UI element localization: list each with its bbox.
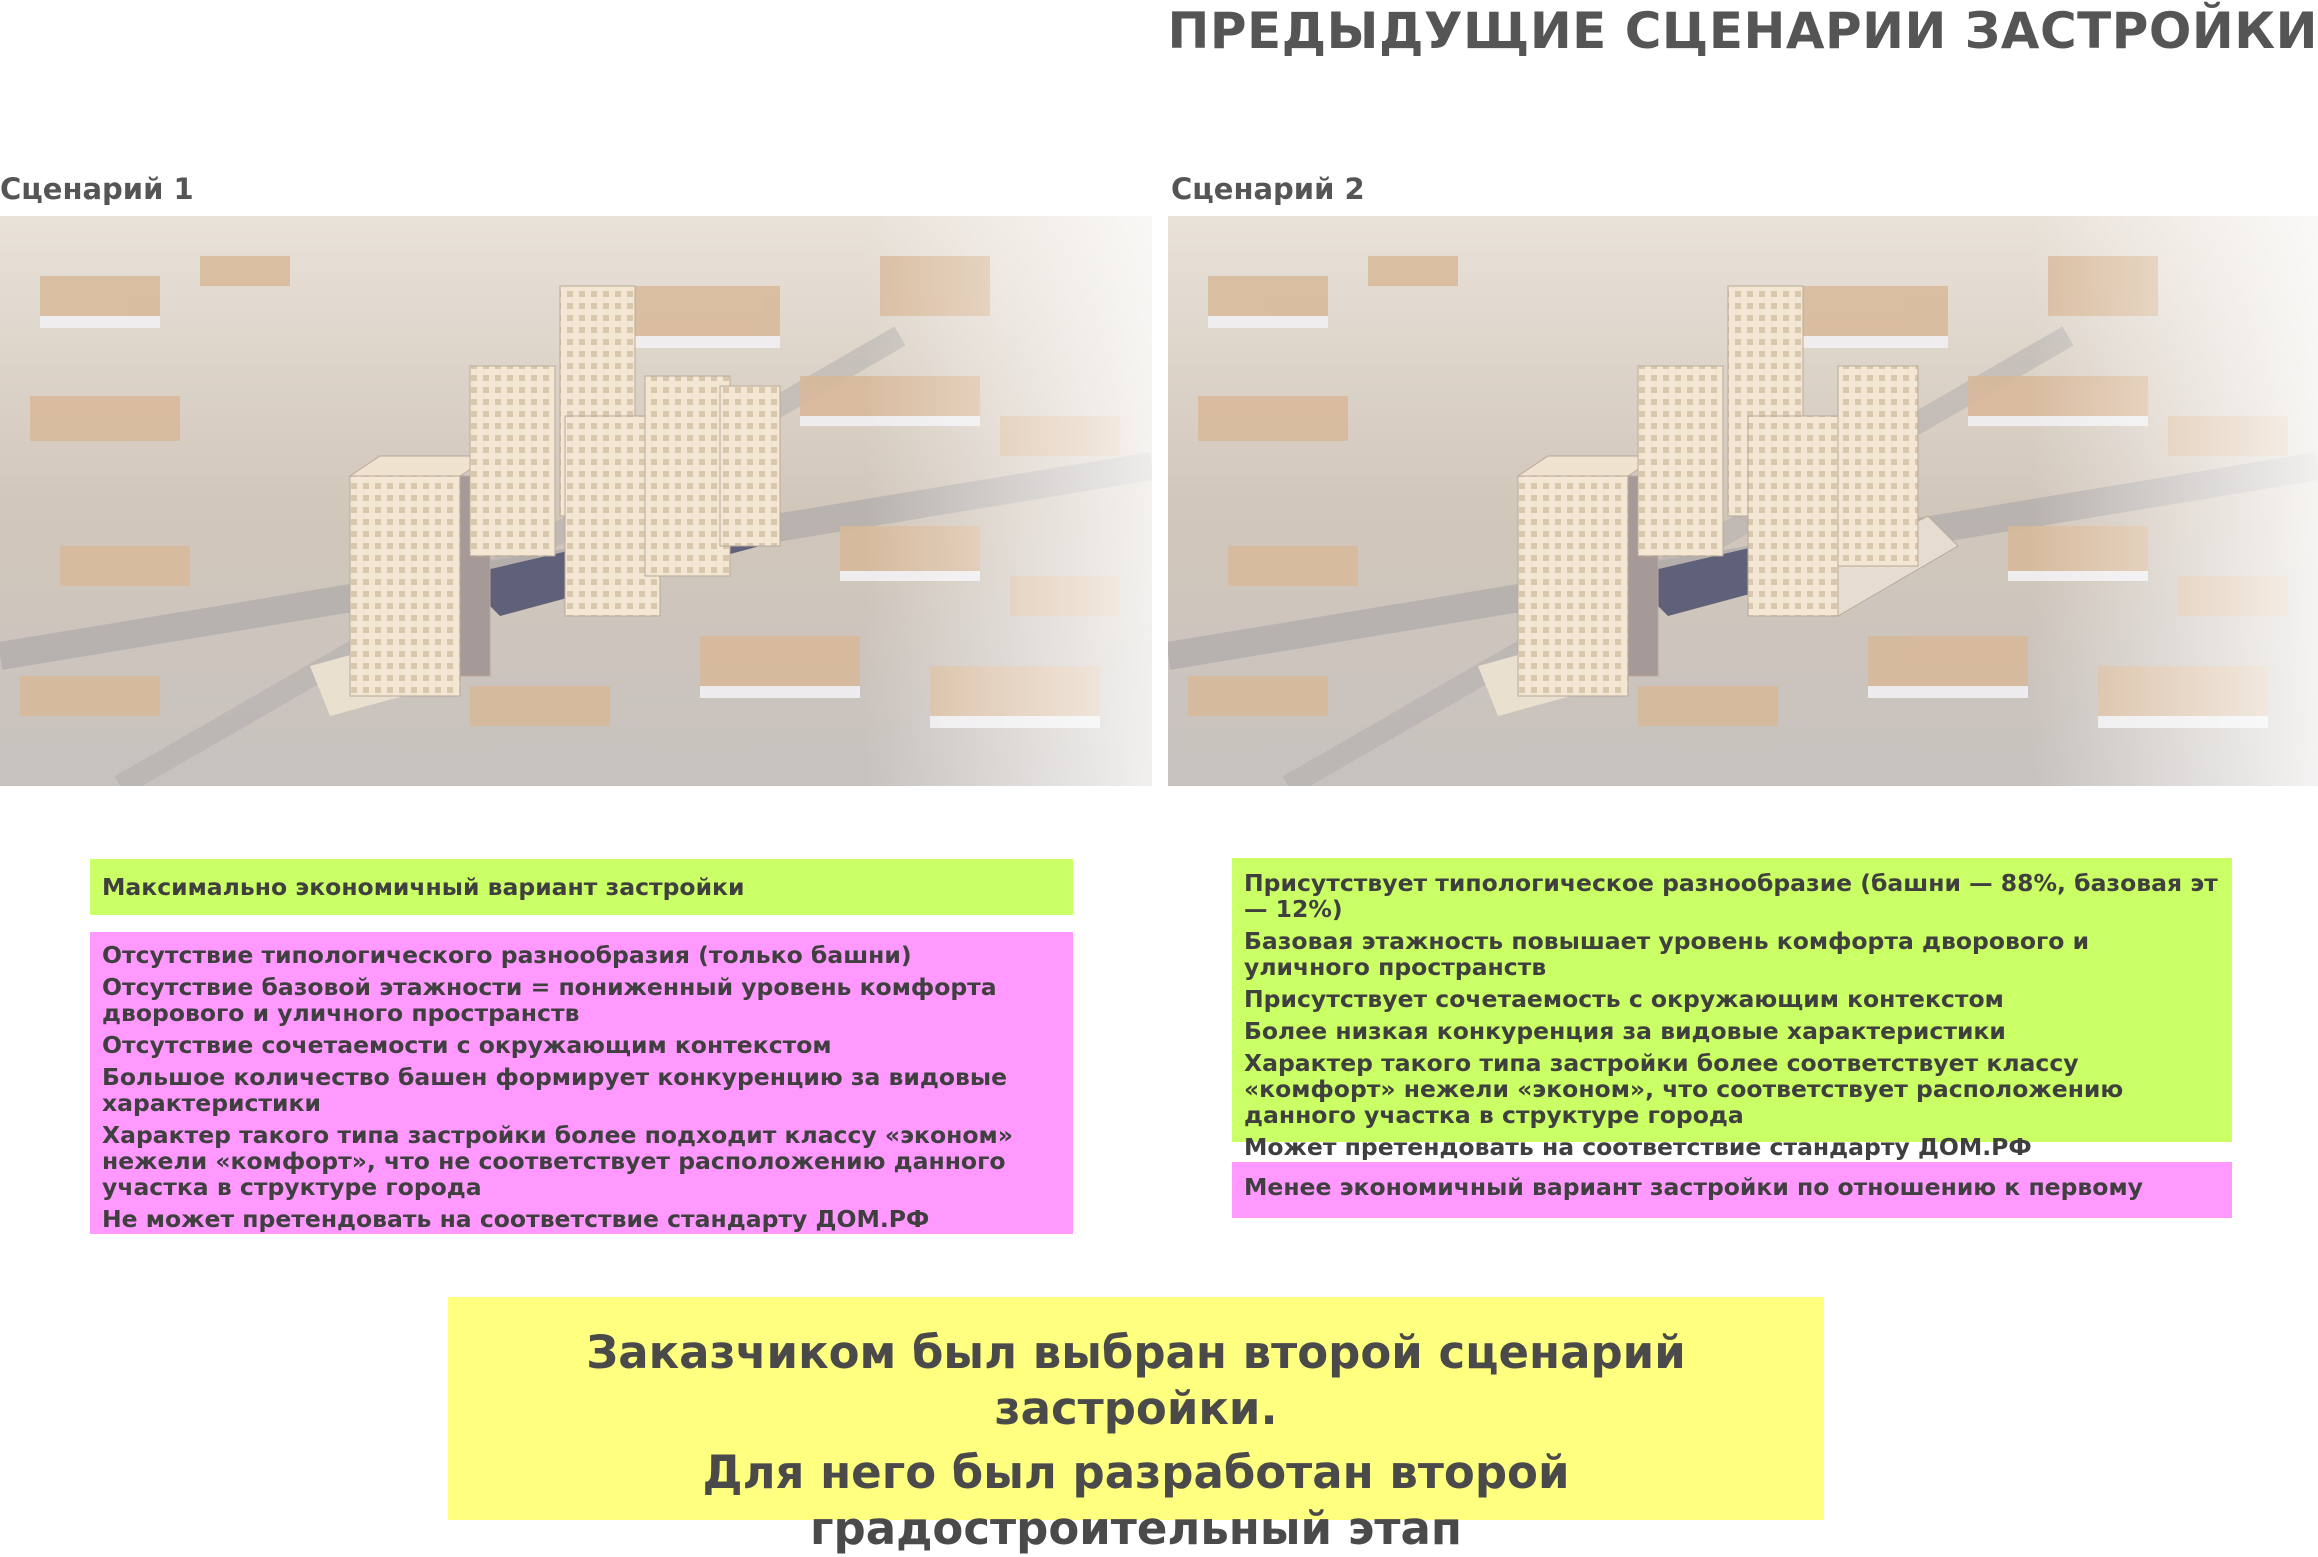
scenario-1-render [0, 216, 1152, 786]
conclusion-banner [448, 1297, 1824, 1555]
pro-item: Более низкая конкуренция за видовые характеристики [1244, 1017, 2006, 1045]
conclusion-line-1: Заказчиком был выбран второй сценарий застройки. [586, 1326, 1686, 1435]
pro-item: Может претендовать на соответствие стандарту ДОМ.РФ [1244, 1133, 2032, 1161]
conclusion-line-2: Для него был разработан второй градостроительный этап [702, 1446, 1570, 1555]
pro-item: Присутствует сочетаемость с окружающим контекстом [1244, 985, 2004, 1013]
scenario-2-render [1168, 216, 2318, 786]
scenario-2-label: Сценарий 2 [1171, 172, 1365, 206]
page-title: ПРЕДЫДУЩИЕ СЦЕНАРИИ ЗАСТРОЙКИ [1167, 2, 2318, 60]
scenario-2-pros [1232, 858, 2232, 1161]
scenario-1-cons [90, 932, 1073, 1234]
pro-item: Базовая этажность повышает уровень комфорта дворового и уличного пространств [1244, 927, 2090, 981]
scenario-1-label: Сценарий 1 [0, 172, 194, 206]
con-item: Менее экономичный вариант застройки по отношению к первому [1244, 1173, 2143, 1201]
pro-item: Характер такого типа застройки более соответствует классу «комфорт» нежели «эконом», что соответствует расположению данного участка в структуре города [1244, 1049, 2124, 1129]
pro-item: Присутствует типологическое разнообразие (башни — 88%, базовая эт — 12%) [1244, 869, 2218, 923]
con-item: Характер такого типа застройки более подходит классу «эконом» нежели «комфорт», что не соответствует расположению данного участка в структуре города [102, 1121, 1013, 1201]
scenario-1-pros [90, 859, 1073, 915]
con-item: Большое количество башен формирует конкуренцию за видовые характеристики [102, 1063, 1008, 1117]
con-item: Отсутствие сочетаемости с окружающим контекстом [102, 1031, 832, 1059]
con-item: Отсутствие типологического разнообразия (только башни) [102, 941, 912, 969]
scenario-2-cons [1232, 1162, 2232, 1218]
con-item: Отсутствие базовой этажности = пониженный уровень комфорта дворового и уличного пространств [102, 973, 997, 1027]
pro-item: Максимально экономичный вариант застройки [102, 873, 745, 901]
con-item: Не может претендовать на соответствие стандарту ДОМ.РФ [102, 1205, 930, 1233]
